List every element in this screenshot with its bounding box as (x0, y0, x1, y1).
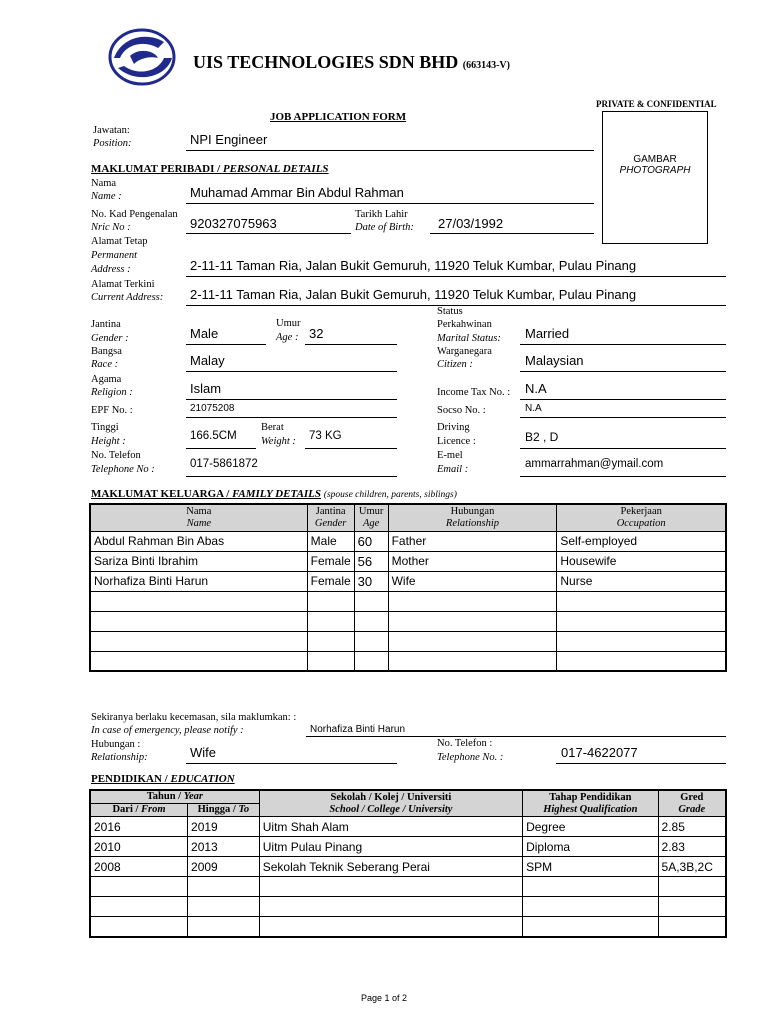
family-cell-age[interactable]: 60 (354, 531, 388, 551)
family-table (89, 503, 727, 672)
edu-cell-school[interactable]: Uitm Pulau Pinang (259, 837, 522, 857)
edu-cell-from[interactable]: 2010 (90, 837, 188, 857)
edu-cell-grade[interactable] (658, 877, 726, 897)
age-underline (305, 344, 397, 345)
edu-cell-school[interactable]: Sekolah Teknik Seberang Perai (259, 857, 522, 877)
emergency-tel-label-ms: No. Telefon : (437, 738, 493, 749)
height-label-en: Height : (91, 436, 126, 447)
form-title: JOB APPLICATION FORM (270, 111, 407, 123)
name-label-en: Name : (91, 191, 122, 202)
race-label-en: Race : (91, 359, 119, 370)
email-label-en: Email : (437, 464, 469, 475)
family-cell-relationship[interactable] (388, 631, 557, 651)
company-name: UIS TECHNOLOGIES SDN BHD (663143-V) (193, 52, 510, 72)
income-tax-label: Income Tax No. : (437, 387, 511, 398)
education-heading: PENDIDIKAN / EDUCATION (91, 773, 235, 785)
emergency-name-value[interactable]: Norhafiza Binti Harun (310, 724, 406, 735)
position-value[interactable]: NPI Engineer (190, 132, 268, 147)
name-value[interactable]: Muhamad Ammar Bin Abdul Rahman (190, 185, 404, 200)
nric-underline (186, 233, 351, 234)
table-row (90, 611, 726, 631)
edu-cell-school[interactable]: Uitm Shah Alam (259, 817, 522, 837)
licence-underline (520, 448, 726, 449)
emergency-rel-value[interactable]: Wife (190, 745, 216, 760)
edu-cell-from[interactable] (90, 877, 188, 897)
emergency-rel-label-ms: Hubungan : (91, 739, 141, 750)
weight-underline (305, 448, 397, 449)
edu-col-to: Hingga / To (188, 804, 260, 817)
photo-box (602, 111, 708, 244)
education-table (89, 789, 727, 938)
marital-underline (520, 344, 726, 345)
religion-underline (186, 399, 397, 400)
family-cell-name[interactable] (90, 611, 307, 631)
perm-addr-underline (186, 276, 726, 277)
edu-cell-to[interactable]: 2019 (188, 817, 260, 837)
name-underline (186, 203, 594, 204)
family-cell-age[interactable]: 30 (354, 571, 388, 591)
edu-cell-grade[interactable]: 2.85 (658, 817, 726, 837)
family-cell-name[interactable] (90, 591, 307, 611)
family-cell-occupation[interactable]: Housewife (557, 551, 726, 571)
nric-label-ms: No. Kad Pengenalan (91, 209, 178, 220)
edu-cell-from[interactable] (90, 917, 188, 937)
dob-underline (430, 233, 594, 234)
family-cell-relationship[interactable] (388, 611, 557, 631)
position-label-en: Position: (93, 138, 132, 149)
table-row (90, 837, 726, 857)
table-row (90, 551, 726, 571)
phone-underline (186, 476, 397, 477)
edu-cell-from[interactable]: 2016 (90, 817, 188, 837)
perm-addr-label-en1: Permanent (91, 250, 138, 261)
edu-cell-to[interactable]: 2009 (188, 857, 260, 877)
photo-label-en: PHOTOGRAPH (619, 165, 691, 176)
perm-addr-value[interactable]: 2-11-11 Taman Ria, Jalan Bukit Gemuruh, 11920 Teluk Kumbar, Pulau Pinang (190, 258, 637, 273)
edu-cell-grade[interactable] (658, 897, 726, 917)
age-value[interactable]: 32 (309, 326, 324, 341)
emergency-name-underline (306, 736, 726, 737)
page-footer: Page 1 of 2 (360, 993, 408, 1003)
curr-addr-label-en: Current Address: (91, 292, 164, 303)
family-cell-age[interactable] (354, 651, 388, 671)
family-col-name: Nama Name (90, 504, 307, 531)
edu-cell-qualification[interactable]: Diploma (523, 837, 658, 857)
edu-cell-qualification[interactable]: Degree (523, 817, 658, 837)
dob-value[interactable]: 27/03/1992 (438, 216, 504, 231)
photo-label-ms: GAMBAR (633, 154, 677, 165)
family-rows (90, 531, 726, 671)
family-cell-name[interactable]: Sariza Binti Ibrahim (90, 551, 307, 571)
family-cell-occupation[interactable] (557, 591, 726, 611)
family-cell-gender[interactable]: Female (307, 551, 354, 571)
edu-cell-to[interactable] (188, 897, 260, 917)
family-cell-gender[interactable] (307, 651, 354, 671)
emergency-tel-label-en: Telephone No. : (437, 752, 504, 763)
family-cell-age[interactable]: 56 (354, 551, 388, 571)
family-cell-occupation[interactable] (557, 611, 726, 631)
edu-cell-grade[interactable]: 2.83 (658, 837, 726, 857)
edu-cell-to[interactable]: 2013 (188, 837, 260, 857)
family-cell-gender[interactable] (307, 591, 354, 611)
edu-cell-school[interactable] (259, 897, 522, 917)
company-reg: (663143-V) (462, 60, 510, 71)
height-value[interactable]: 166.5CM (190, 430, 237, 442)
weight-label-ms: Berat (261, 422, 284, 433)
table-row (90, 571, 726, 591)
emergency-tel-value[interactable]: 017-4622077 (561, 745, 638, 760)
edu-col-from: Dari / From (90, 804, 188, 817)
edu-col-year: Tahun / Year (90, 790, 259, 804)
perm-addr-label-ms: Alamat Tetap (91, 236, 148, 247)
family-cell-gender[interactable] (307, 631, 354, 651)
marital-label-ms1: Status (437, 306, 463, 317)
edu-cell-from[interactable] (90, 897, 188, 917)
family-heading: MAKLUMAT KELUARGA / FAMILY DETAILS (spouse children, parents, siblings) (91, 488, 457, 500)
edu-cell-grade[interactable] (658, 917, 726, 937)
family-cell-age[interactable] (354, 611, 388, 631)
licence-label-ms: Driving (437, 422, 470, 433)
emergency-rel-label-en: Relationship: (91, 752, 148, 763)
edu-cell-qualification[interactable]: SPM (523, 857, 658, 877)
citizen-label-en: Citizen : (437, 359, 473, 370)
edu-cell-qualification[interactable] (523, 897, 658, 917)
family-cell-relationship[interactable]: Father (388, 531, 557, 551)
phone-value[interactable]: 017-5861872 (190, 458, 258, 470)
table-row (90, 631, 726, 651)
edu-cell-to[interactable] (188, 877, 260, 897)
epf-underline (186, 417, 397, 418)
education-rows (90, 817, 726, 937)
marital-label-ms2: Perkahwinan (437, 319, 492, 330)
edu-cell-grade[interactable]: 5A,3B,2C (658, 857, 726, 877)
epf-value[interactable]: 21075208 (190, 403, 235, 414)
edu-cell-school[interactable] (259, 917, 522, 937)
gender-value[interactable]: Male (190, 326, 219, 341)
family-cell-name[interactable]: Abdul Rahman Bin Abas (90, 531, 307, 551)
family-col-age: Umur Age (354, 504, 388, 531)
edu-col-grade: Gred Grade (658, 790, 726, 817)
socso-label: Socso No. : (437, 405, 486, 416)
emergency-label-ms: Sekiranya berlaku kecemasan, sila maklumkan: : (91, 712, 297, 723)
dob-label-en: Date of Birth: (355, 222, 414, 233)
race-underline (186, 371, 397, 372)
citizen-label-ms: Warganegara (437, 346, 492, 357)
gender-underline (186, 344, 266, 345)
phone-label-en: Telephone No : (91, 464, 155, 475)
family-cell-name[interactable] (90, 651, 307, 671)
gender-label-en: Gender : (91, 333, 129, 344)
weight-value[interactable]: 73 KG (309, 430, 342, 442)
family-cell-occupation[interactable] (557, 651, 726, 671)
height-label-ms: Tinggi (91, 422, 119, 433)
race-label-ms: Bangsa (91, 346, 122, 357)
curr-addr-label-ms: Alamat Terkini (91, 279, 155, 290)
family-cell-gender[interactable]: Male (307, 531, 354, 551)
height-underline (186, 448, 256, 449)
income-tax-value[interactable]: N.A (525, 381, 547, 396)
edu-cell-qualification[interactable] (523, 917, 658, 937)
emergency-label-en: In case of emergency, please notify : (91, 725, 244, 736)
family-col-gender: Jantina Gender (307, 504, 354, 531)
licence-value[interactable]: B2 , D (525, 430, 559, 444)
race-value[interactable]: Malay (190, 353, 225, 368)
family-cell-name[interactable]: Norhafiza Binti Harun (90, 571, 307, 591)
citizen-underline (520, 371, 726, 372)
edu-col-school: Sekolah / Kolej / Universiti School / College / University (259, 790, 522, 817)
family-col-relationship: Hubungan Relationship (388, 504, 557, 531)
gender-label-ms: Jantina (91, 319, 121, 330)
email-value[interactable]: ammarrahman@ymail.com (525, 458, 664, 470)
family-heading-note: (spouse children, parents, siblings) (323, 490, 457, 500)
citizen-value[interactable]: Malaysian (525, 353, 584, 368)
curr-addr-value[interactable]: 2-11-11 Taman Ria, Jalan Bukit Gemuruh, 11920 Teluk Kumbar, Pulau Pinang (190, 287, 637, 302)
edu-cell-school[interactable] (259, 877, 522, 897)
family-cell-occupation[interactable]: Self-employed (557, 531, 726, 551)
income-tax-underline (520, 399, 726, 400)
religion-value[interactable]: Islam (190, 381, 222, 396)
family-cell-age[interactable] (354, 631, 388, 651)
family-cell-gender[interactable] (307, 611, 354, 631)
family-cell-occupation[interactable] (557, 631, 726, 651)
table-row (90, 897, 726, 917)
name-label-ms: Nama (91, 178, 117, 189)
family-cell-name[interactable] (90, 631, 307, 651)
family-cell-relationship[interactable]: Wife (388, 571, 557, 591)
emergency-rel-underline (186, 763, 397, 764)
nric-label-en: Nric No : (91, 222, 131, 233)
family-col-occupation: Pekerjaan Occupation (557, 504, 726, 531)
position-underline (186, 150, 594, 151)
table-row (90, 651, 726, 671)
family-cell-relationship[interactable]: Mother (388, 551, 557, 571)
emergency-tel-underline (556, 763, 726, 764)
phone-label-ms: No. Telefon (91, 450, 141, 461)
marital-label-en: Marital Status: (437, 333, 501, 344)
socso-value[interactable]: N.A (525, 403, 542, 414)
religion-label-en: Religion : (91, 387, 133, 398)
table-row (90, 877, 726, 897)
family-cell-gender[interactable]: Female (307, 571, 354, 591)
position-label-ms: Jawatan: (93, 125, 130, 136)
perm-addr-label-en2: Address : (91, 264, 131, 275)
epf-label: EPF No. : (91, 405, 133, 416)
edu-cell-qualification[interactable] (523, 877, 658, 897)
personal-heading: MAKLUMAT PERIBADI / PERSONAL DETAILS (91, 163, 329, 175)
table-row (90, 857, 726, 877)
table-row (90, 917, 726, 937)
edu-col-qualification: Tahap Pendidikan Highest Qualification (523, 790, 658, 817)
licence-label-en: Licence : (437, 436, 476, 447)
age-label-en: Age : (276, 332, 299, 343)
family-cell-age[interactable] (354, 591, 388, 611)
religion-label-ms: Agama (91, 374, 122, 385)
family-cell-occupation[interactable]: Nurse (557, 571, 726, 591)
socso-underline (520, 417, 726, 418)
table-row (90, 591, 726, 611)
edu-cell-from[interactable]: 2008 (90, 857, 188, 877)
email-underline (520, 476, 726, 477)
nric-value[interactable]: 920327075963 (190, 216, 277, 231)
edu-cell-to[interactable] (188, 917, 260, 937)
weight-label-en: Weight : (261, 436, 296, 447)
confidential-label: PRIVATE & CONFIDENTIAL (596, 99, 717, 109)
company-logo (108, 28, 176, 86)
marital-value[interactable]: Married (525, 326, 570, 341)
age-label-ms: Umur (276, 318, 301, 329)
family-cell-relationship[interactable] (388, 591, 557, 611)
table-row (90, 817, 726, 837)
dob-label-ms: Tarikh Lahir (355, 209, 408, 220)
table-row (90, 531, 726, 551)
family-cell-relationship[interactable] (388, 651, 557, 671)
email-label-ms: E-mel (437, 450, 463, 461)
